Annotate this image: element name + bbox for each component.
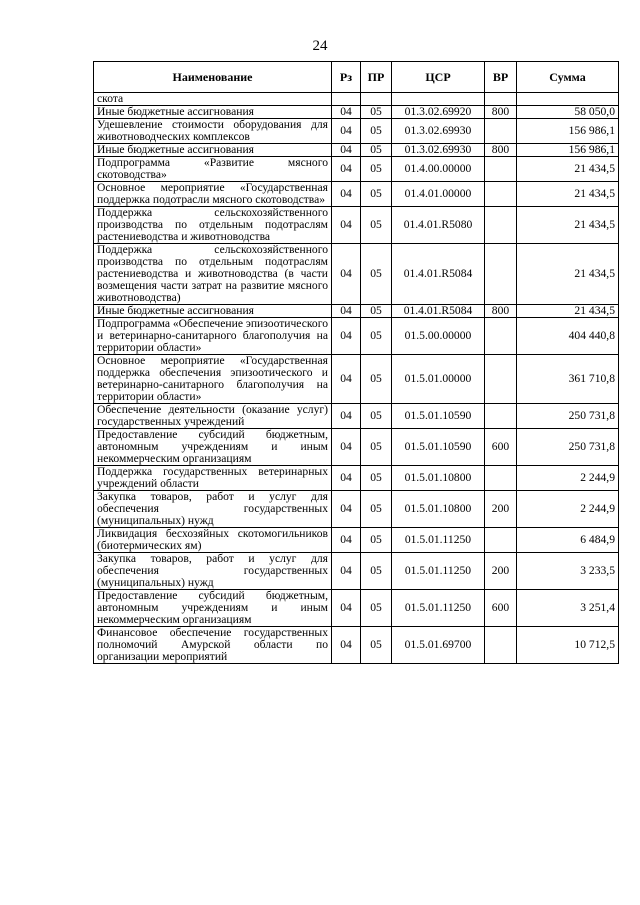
cell-csr: 01.5.01.69700	[392, 627, 485, 664]
cell-pr: 05	[361, 429, 392, 466]
table-row	[94, 627, 619, 664]
table-row	[94, 106, 619, 119]
cell-pr: 05	[361, 305, 392, 318]
cell-csr: 01.5.01.00000	[392, 355, 485, 404]
cell-rz: 04	[332, 429, 361, 466]
cell-pr: 05	[361, 590, 392, 627]
table-row	[94, 318, 619, 355]
table-row	[94, 144, 619, 157]
header-sum: Сумма	[517, 62, 619, 93]
table-row	[94, 244, 619, 305]
cell-vr: 600	[485, 590, 517, 627]
cell-csr: 01.5.01.10800	[392, 491, 485, 528]
cell-name: Финансовое обеспечение государственных полномочий Амурской области по организации мероприятий	[94, 627, 332, 664]
cell-csr: 01.4.01.R5084	[392, 244, 485, 305]
cell-rz: 04	[332, 491, 361, 528]
cell-csr: 01.5.01.11250	[392, 553, 485, 590]
cell-name: Иные бюджетные ассигнования	[94, 106, 332, 119]
cell-vr: 200	[485, 491, 517, 528]
cell-name: Закупка товаров, работ и услуг для обеспечения государственных (муниципальных) нужд	[94, 491, 332, 528]
cell-csr: 01.3.02.69930	[392, 119, 485, 144]
cell-vr	[485, 244, 517, 305]
cell-name: Подпрограмма «Развитие мясного скотоводства»	[94, 157, 332, 182]
cell-name: Поддержка государственных ветеринарных учреждений области	[94, 466, 332, 491]
cell-csr: 01.3.02.69920	[392, 106, 485, 119]
cell-sum: 404 440,8	[517, 318, 619, 355]
cell-csr: 01.5.01.10590	[392, 429, 485, 466]
cell-rz: 04	[332, 627, 361, 664]
cell-pr: 05	[361, 528, 392, 553]
header-vr: ВР	[485, 62, 517, 93]
table-row	[94, 429, 619, 466]
cell-rz: 04	[332, 590, 361, 627]
cell-name: Закупка товаров, работ и услуг для обеспечения государственных (муниципальных) нужд	[94, 553, 332, 590]
cell-name: Основное мероприятие «Государственная поддержка подотрасли мясного скотоводства»	[94, 182, 332, 207]
cell-pr: 05	[361, 106, 392, 119]
cell-vr: 800	[485, 106, 517, 119]
cell-csr: 01.4.00.00000	[392, 157, 485, 182]
cell-csr: 01.4.01.R5080	[392, 207, 485, 244]
cell-csr: 01.5.00.00000	[392, 318, 485, 355]
page-number: 24	[312, 38, 328, 54]
cell-vr: 200	[485, 553, 517, 590]
cell-pr: 05	[361, 355, 392, 404]
cell-rz: 04	[332, 528, 361, 553]
cell-sum	[517, 93, 619, 106]
cell-name: Обеспечение деятельности (оказание услуг) государственных учреждений	[94, 404, 332, 429]
table-row	[94, 119, 619, 144]
header-csr: ЦСР	[392, 62, 485, 93]
cell-pr: 05	[361, 244, 392, 305]
cell-vr: 800	[485, 144, 517, 157]
cell-rz: 04	[332, 466, 361, 491]
cell-csr: 01.5.01.10800	[392, 466, 485, 491]
cell-sum: 250 731,8	[517, 429, 619, 466]
cell-pr: 05	[361, 466, 392, 491]
cell-name: Поддержка сельскохозяйственного производства по отдельным подотраслям растениеводства и животноводства	[94, 207, 332, 244]
table-row	[94, 590, 619, 627]
cell-sum: 156 986,1	[517, 119, 619, 144]
cell-pr: 05	[361, 404, 392, 429]
cell-sum: 21 434,5	[517, 157, 619, 182]
table-row	[94, 93, 619, 106]
cell-rz: 04	[332, 144, 361, 157]
cell-name: Основное мероприятие «Государственная поддержка обеспечения эпизоотического и ветеринарно-санитарного благополучия на территории области»	[94, 355, 332, 404]
cell-sum: 58 050,0	[517, 106, 619, 119]
cell-vr	[485, 157, 517, 182]
cell-csr: 01.5.01.11250	[392, 528, 485, 553]
cell-csr: 01.4.01.R5084	[392, 305, 485, 318]
cell-rz: 04	[332, 318, 361, 355]
cell-name: Поддержка сельскохозяйственного производства по отдельным подотраслям растениеводства и животноводства (в части возмещения части затрат на развитие мясного животноводства)	[94, 244, 332, 305]
cell-rz: 04	[332, 182, 361, 207]
cell-name: скота	[94, 93, 332, 106]
cell-vr	[485, 627, 517, 664]
cell-name: Подпрограмма «Обеспечение эпизоотического и ветеринарно-санитарного благополучия на территории области»	[94, 318, 332, 355]
cell-sum: 156 986,1	[517, 144, 619, 157]
cell-csr: 01.5.01.10590	[392, 404, 485, 429]
cell-rz: 04	[332, 355, 361, 404]
cell-vr	[485, 466, 517, 491]
table-row	[94, 491, 619, 528]
cell-vr	[485, 207, 517, 244]
cell-sum: 21 434,5	[517, 182, 619, 207]
cell-sum: 2 244,9	[517, 491, 619, 528]
cell-csr: 01.3.02.69930	[392, 144, 485, 157]
cell-vr: 600	[485, 429, 517, 466]
cell-vr	[485, 528, 517, 553]
table-header-row	[94, 62, 619, 93]
cell-vr	[485, 93, 517, 106]
cell-csr: 01.4.01.00000	[392, 182, 485, 207]
budget-table	[93, 61, 619, 664]
cell-name: Ликвидация бесхозяйных скотомогильников (биотермических ям)	[94, 528, 332, 553]
table-row	[94, 553, 619, 590]
cell-sum: 21 434,5	[517, 305, 619, 318]
table-row	[94, 355, 619, 404]
cell-rz: 04	[332, 106, 361, 119]
header-pr: ПР	[361, 62, 392, 93]
cell-rz: 04	[332, 553, 361, 590]
cell-rz: 04	[332, 157, 361, 182]
cell-sum: 21 434,5	[517, 207, 619, 244]
cell-pr: 05	[361, 318, 392, 355]
table-row	[94, 305, 619, 318]
cell-pr: 05	[361, 627, 392, 664]
cell-name: Иные бюджетные ассигнования	[94, 305, 332, 318]
cell-vr	[485, 355, 517, 404]
cell-name: Иные бюджетные ассигнования	[94, 144, 332, 157]
table-row	[94, 466, 619, 491]
cell-sum: 10 712,5	[517, 627, 619, 664]
cell-sum: 361 710,8	[517, 355, 619, 404]
cell-rz: 04	[332, 207, 361, 244]
cell-pr: 05	[361, 553, 392, 590]
cell-pr: 05	[361, 491, 392, 528]
cell-pr: 05	[361, 119, 392, 144]
cell-vr	[485, 404, 517, 429]
cell-pr: 05	[361, 157, 392, 182]
header-name: Наименование	[94, 62, 332, 93]
cell-rz: 04	[332, 119, 361, 144]
cell-rz: 04	[332, 244, 361, 305]
cell-rz: 04	[332, 404, 361, 429]
cell-sum: 3 251,4	[517, 590, 619, 627]
cell-name: Предоставление субсидий бюджетным, автономным учреждениям и иным некоммерческим организациям	[94, 590, 332, 627]
cell-vr	[485, 318, 517, 355]
table-row	[94, 157, 619, 182]
cell-sum: 3 233,5	[517, 553, 619, 590]
cell-pr: 05	[361, 207, 392, 244]
cell-vr	[485, 119, 517, 144]
table-row	[94, 528, 619, 553]
cell-vr	[485, 182, 517, 207]
cell-name: Удешевление стоимости оборудования для животноводческих комплексов	[94, 119, 332, 144]
table-row	[94, 404, 619, 429]
cell-sum: 250 731,8	[517, 404, 619, 429]
cell-pr: 05	[361, 144, 392, 157]
cell-rz	[332, 93, 361, 106]
cell-csr	[392, 93, 485, 106]
cell-pr: 05	[361, 182, 392, 207]
table-row	[94, 182, 619, 207]
cell-csr: 01.5.01.11250	[392, 590, 485, 627]
header-rz: Рз	[332, 62, 361, 93]
cell-rz: 04	[332, 305, 361, 318]
cell-vr: 800	[485, 305, 517, 318]
table-row	[94, 207, 619, 244]
cell-sum: 6 484,9	[517, 528, 619, 553]
cell-sum: 2 244,9	[517, 466, 619, 491]
cell-name: Предоставление субсидий бюджетным, автономным учреждениям и иным некоммерческим организациям	[94, 429, 332, 466]
cell-sum: 21 434,5	[517, 244, 619, 305]
cell-pr	[361, 93, 392, 106]
